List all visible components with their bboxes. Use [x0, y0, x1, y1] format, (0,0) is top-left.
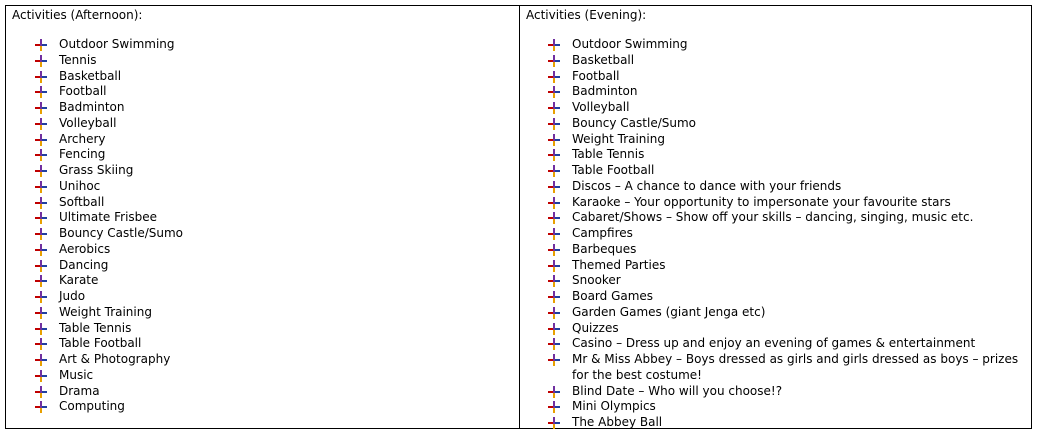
evening-heading: Activities (Evening):: [526, 8, 647, 22]
list-item-label: Mini Olympics: [572, 399, 656, 414]
list-item-label: Football: [572, 68, 620, 83]
list-item-label: Grass Skiing: [59, 163, 134, 177]
list-item-label: Basketball: [59, 68, 122, 83]
list-item: [520, 384, 1031, 400]
cross-bullet-icon: [548, 244, 560, 256]
list-item: [6, 37, 519, 53]
list-item: [6, 116, 519, 132]
list-item-label: Outdoor Swimming: [59, 37, 175, 51]
list-item-label: Outdoor Swimming: [572, 37, 688, 51]
list-item: [520, 258, 1031, 274]
cross-bullet-icon: [35, 212, 47, 224]
cross-bullet-icon: [548, 323, 560, 335]
list-item-label: Discos – A chance to dance with your friends: [572, 178, 842, 193]
cross-bullet-icon: [548, 134, 560, 146]
list-item: [6, 352, 519, 368]
list-item: [520, 132, 1031, 148]
list-item: [6, 53, 519, 69]
list-item-label: Bouncy Castle/Sumo: [59, 226, 184, 240]
list-item-label: Music: [59, 367, 94, 382]
list-item-label: Football: [59, 84, 107, 99]
list-item: [520, 163, 1031, 179]
list-item-label: Weight Training: [572, 131, 665, 146]
list-item-label: Volleyball: [572, 100, 630, 114]
cross-bullet-icon: [35, 401, 47, 413]
list-item: [520, 352, 1031, 384]
cross-bullet-icon: [35, 71, 47, 83]
list-item: [520, 273, 1031, 289]
list-item-label: Unihoc: [59, 178, 101, 193]
cross-bullet-icon: [548, 291, 560, 303]
cross-bullet-icon: [35, 86, 47, 98]
list-item-label: Quizzes: [572, 320, 619, 335]
list-item-label: Table Tennis: [59, 320, 132, 335]
cross-bullet-icon: [35, 149, 47, 161]
afternoon-heading: Activities (Afternoon):: [12, 8, 143, 22]
list-item-label: Tennis: [59, 52, 97, 67]
cross-bullet-icon: [548, 338, 560, 350]
cross-bullet-icon: [548, 260, 560, 272]
list-item-label: Cabaret/Shows – Show off your skills – dancing, singing, music etc.: [572, 210, 974, 225]
cross-bullet-icon: [548, 417, 560, 429]
list-item-label: Dancing: [59, 257, 109, 272]
cross-bullet-icon: [548, 102, 560, 114]
list-item-label: Judo: [59, 289, 86, 303]
list-item-label: Garden Games (giant Jenga etc): [572, 304, 766, 319]
list-item: [520, 179, 1031, 195]
list-item: [520, 321, 1031, 337]
list-item: [6, 147, 519, 163]
list-item-label: Karate: [59, 273, 99, 288]
cross-bullet-icon: [548, 165, 560, 177]
cross-bullet-icon: [35, 181, 47, 193]
list-item: [520, 116, 1031, 132]
cross-bullet-icon: [35, 307, 47, 319]
cross-bullet-icon: [548, 275, 560, 287]
cross-bullet-icon: [548, 39, 560, 51]
cross-bullet-icon: [35, 228, 47, 240]
cross-bullet-icon: [548, 71, 560, 83]
list-item: [520, 399, 1031, 415]
list-item-label: Karaoke – Your opportunity to impersonate your favourite stars: [572, 194, 951, 209]
cross-bullet-icon: [35, 275, 47, 287]
cross-bullet-icon: [35, 291, 47, 303]
cross-bullet-icon: [35, 260, 47, 272]
list-item-label: Weight Training: [59, 304, 152, 319]
list-item: [6, 321, 519, 337]
list-item: [6, 384, 519, 400]
list-item: [6, 242, 519, 258]
list-item: [6, 289, 519, 305]
list-item-label: Campfires: [572, 226, 633, 240]
list-item: [520, 37, 1031, 53]
list-item-label: Archery: [59, 131, 106, 146]
list-item: [520, 69, 1031, 85]
list-item: [520, 53, 1031, 69]
cross-bullet-icon: [35, 323, 47, 335]
list-item-label: Themed Parties: [572, 257, 666, 272]
list-item: [520, 336, 1031, 352]
list-item: [520, 210, 1031, 226]
list-item: [520, 289, 1031, 305]
list-item: [6, 84, 519, 100]
cross-bullet-icon: [35, 102, 47, 114]
cross-bullet-icon: [548, 197, 560, 209]
list-item: [6, 258, 519, 274]
cross-bullet-icon: [35, 134, 47, 146]
list-item-label: Board Games: [572, 289, 654, 303]
cross-bullet-icon: [35, 55, 47, 67]
list-item-label: Fencing: [59, 147, 106, 162]
list-item: [6, 132, 519, 148]
cross-bullet-icon: [548, 86, 560, 98]
list-item-label: Volleyball: [59, 115, 117, 130]
list-item: [6, 210, 519, 226]
list-item-label: Computing: [59, 399, 125, 414]
afternoon-column: [6, 6, 520, 428]
list-item-label: Table Football: [572, 163, 655, 177]
list-item: [520, 84, 1031, 100]
list-item-label: Casino – Dress up and enjoy an evening of games & entertainment: [572, 336, 976, 351]
list-item: [6, 163, 519, 179]
cross-bullet-icon: [548, 118, 560, 130]
cross-bullet-icon: [35, 370, 47, 382]
list-item-label: Snooker: [572, 273, 621, 288]
cross-bullet-icon: [35, 244, 47, 256]
cross-bullet-icon: [548, 228, 560, 240]
cross-bullet-icon: [35, 386, 47, 398]
activities-table: [5, 5, 1032, 429]
list-item: [520, 226, 1031, 242]
list-item-label: Aerobics: [59, 241, 111, 256]
list-item: [6, 368, 519, 384]
list-item-label: Art & Photography: [59, 352, 171, 366]
cross-bullet-icon: [35, 165, 47, 177]
cross-bullet-icon: [35, 354, 47, 366]
list-item: [6, 69, 519, 85]
cross-bullet-icon: [548, 181, 560, 193]
list-item-label: Softball: [59, 194, 105, 209]
cross-bullet-icon: [548, 354, 560, 366]
list-item: [6, 195, 519, 211]
list-item-label: Badminton: [572, 84, 638, 99]
list-item: [6, 273, 519, 289]
evening-column: [520, 6, 1031, 428]
list-item-label: Drama: [59, 383, 100, 398]
list-item-label: Blind Date – Who will you choose!?: [572, 383, 783, 398]
evening-activity-list: [520, 37, 1031, 431]
cross-bullet-icon: [548, 55, 560, 67]
list-item-label: The Abbey Ball: [572, 415, 663, 429]
list-item: [6, 226, 519, 242]
list-item-label: Table Football: [59, 336, 142, 351]
cross-bullet-icon: [35, 338, 47, 350]
list-item: [520, 242, 1031, 258]
list-item: [6, 100, 519, 116]
cross-bullet-icon: [35, 197, 47, 209]
list-item-label: Bouncy Castle/Sumo: [572, 115, 697, 130]
list-item-label: Mr & Miss Abbey – Boys dressed as girls and girls dressed as boys – prizes for the best costume!: [572, 352, 1019, 382]
cross-bullet-icon: [548, 307, 560, 319]
cross-bullet-icon: [548, 149, 560, 161]
list-item: [520, 305, 1031, 321]
cross-bullet-icon: [548, 386, 560, 398]
list-item-label: Table Tennis: [572, 147, 645, 162]
list-item: [520, 195, 1031, 211]
afternoon-activity-list: [6, 37, 519, 415]
cross-bullet-icon: [35, 118, 47, 130]
list-item-label: Ultimate Frisbee: [59, 210, 158, 225]
list-item-label: Barbeques: [572, 241, 637, 256]
list-item: [520, 100, 1031, 116]
cross-bullet-icon: [35, 39, 47, 51]
list-item-label: Basketball: [572, 52, 635, 67]
cross-bullet-icon: [548, 212, 560, 224]
cross-bullet-icon: [548, 401, 560, 413]
list-item: [520, 147, 1031, 163]
list-item: [520, 415, 1031, 431]
list-item: [6, 399, 519, 415]
list-item: [6, 336, 519, 352]
list-item-label: Badminton: [59, 100, 125, 114]
list-item: [6, 305, 519, 321]
list-item: [6, 179, 519, 195]
